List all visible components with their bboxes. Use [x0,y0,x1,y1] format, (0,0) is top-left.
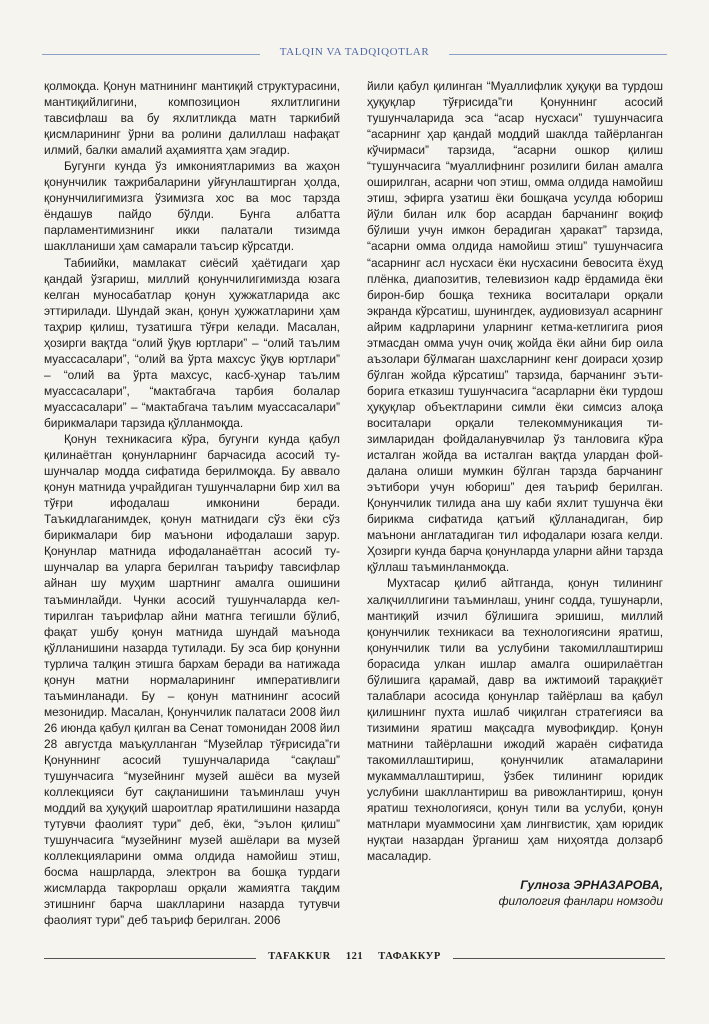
author-affiliation: филология фанлари номзоди [498,894,663,909]
paragraph: йили қабул қилинган “Муаллифлик ҳуқуқи ва турдош ҳуқуқлар тўғрисида”ги Қонуннинг асосий тушунчаларида эса “асар нусхаси” тушунчасига “асарнинг ҳар қандай моддий шаклда тайёрланган кўчирмаси” тарзида, “асарни ошкор қилиш “тушунчасига “муаллифнинг розилиги билан амалга оширилган, асарни чоп этиш, омма олдида намойиш этиш, эфирга узатиш ёки бошқача усулда юбориш йўли билан илк бор асардан барчанинг воқиф бўлиши учун имкон берадиган ҳаракат” тарзида, “асарни омма олдида намойиш этиш” тушунчасига “асарнинг асл нусхаси ёки нусхасини бевосита ёхуд плёнка, диапозитив, телевизион кадр ёрдамида ёки бирон-бир бошқа техника воситалари орқали экранда кўрсатиш, шунингдек, аудиовизуал асарнинг айрим кадрларини уларнинг кетма-кетлигига риоя этмасдан омма учун очиқ жойда ёки айни бир оила аъзолари бўлмаган шахсларнинг кенг доираси ҳозир бўлган жойда кўрсатиш” тарзида, барчанинг эътиборига етказиш тушунчасига “асарларни ёки турдош ҳуқуқлар объектларини симли ёки симсиз алоқа воситалари орқали телекоммуникация тизимларидан фойдаланувчилар ўз танловига кўра исталган жойда ва исталган вақтда улардан фойдалана олиши мумкин бўлган тарзда барчанинг эътибори учун юбориш” дея таъриф берилган. Қонунчилик тилида ана шу каби яхлит тушунча ёки бирикма сифатида қатъий қўлланадиган, бир маънони англатадиган тил ифодалари юзага келди. Ҳозирги кунда барча қонунларда уларни айни тарзда қўллаш таъминланмоқда. [367,79,663,575]
paragraph: Қонун техникасига кўра, бугунги кунда қабул қилинаётган қонунларнинг барчасида асосий тушунчалар модда сифатида берилмоқда. Бу аввало қонун матнида учрайдиган тушунчаларни бир хил ва тўғри ифодалаш имконини беради. Таъкидлаганимдек, қонун матнидаги сўз ёки сўз бирикмалари бир маънони ифодалаши зарур. Қонунлар матнида ифодаланаётган асосий тушунчалар ва уларга берилган таърифу тавсифлар айнан шу муҳим шартнинг амалга ошишини таъминлайди. Чунки асосий тушунчаларда келтирилган таърифлар айни матнга тегишли бўлиб, фақат ушбу қонун матнида шундай маънода қўлланишини назарда тутилади. Бу эса бир қонунни турлича талқин этишга бархам беради ва натижада қонун матни нормаларининг императивлиги таъминланади. Бу – қонун матнининг асосий мезонидир. Масалан, Қонунчилик палатаси 2008 йил 26 июнда қабул қилган ва Сенат томонидан 2008 йил 28 августда маъқулланган “Музейлар тўғрисида”ги Қонуннинг асосий тушунчаларида “сақлаш” тушунчасига “музейнинг музей ашёси ва музей коллекцияси бут сақланишини таъминлаш учун моддий ва ҳуқуқий шароитлар яратилишини назарда тутувчи фаолият тури” деб, ёки, “эълон қилиш” тушунчасига “музейнинг музей ашёлари ва музей коллекцияларини омма олдида намойиш этиш, босма нашрларда, электрон ва бошқа турдаги жисмларда такрорлаш орқали жамиятга тақдим этишнинг барча шаклларини назарда тутувчи фаолият тури” деб таъриф берилган. 2006 [44,432,340,928]
header-rule-right [449,54,667,55]
section-title: TALQIN VA TADQIQOTLAR [279,46,430,58]
paragraph: Бугунги кунда ўз имкониятларимиз ва жаҳон қонунчилик тажрибаларини уйғунлаштирган ҳолда, қонунчилигимизга ўзимизга хос ва мос тарзда ёндашув пайдо бўлди. Бунга албатта парламентимизнинг икки палатали тизимда шаклланиши ҳам самарали таъсир кўрсатди. [44,159,340,254]
paragraph: қолмоқда. Қонун матнининг мантиқий структурасини, мантиқийлигини, композицион яхлитлигини тавсифлаш ва бу яхлитликда матн таркибий қисмларининг ўрни ва ролини далиллаш нафақат илмий, балки амалий аҳамиятга ҳам эгадир. [44,79,340,158]
footer-rule-right [453,958,665,959]
running-footer [44,950,665,968]
journal-name-latin: TAFAKKUR [268,951,331,962]
paragraph: Мухтасар қилиб айтганда, қонун тилининг халқчиллигини таъминлаш, унинг содда, тушунарли, мантиқий изчил бўлишига эришиш, миллий қонунчилик техникаси ва технологиясини яратиш, қонунчилик тили ва услубини такомиллаштириш борасида улкан ишлар амалга оширилаётган бўлишига қарамай, давр ва ижтимоий тараққиёт талаблари асосида қонунлар тайёрлаш ва қабул қилишнинг пухта ишлаб чиқилган стратегияси ва тизимини яратиш мақсадга мувофиқдир. Қонун матнини тайёрлашни ижодий жараён сифатида такомиллаштириш, қонунчилик атамаларини мукаммаллаштириш, ўзбек тилининг юридик услубини шакллантириш ва ривожлантириш, қонун яратиш технологияси, қонун тили ва услуби, қонун матнлари муаммосини ҳам лингвистик, ҳам юридик нуқтаи назардан ўрганиш ҳам ниҳоятда долзарб масаладир. [367,576,663,864]
footer-label [44,951,665,962]
left-column [44,78,340,928]
page-number: 121 [345,951,364,962]
paragraph: Табиийки, мамлакат сиёсий ҳаётидаги ҳар қандай ўзгариш, миллий қонунчилигимизда юзага келган муносабатлар қонун ҳужжатларида акс эттирилади. Шундай экан, қонун ҳужжатларини ҳам таҳрир қилиш, тузатишга тўғри келади. Масалан, ҳозирги вақтда “олий ўқув юртлари” – “олий таълим муассасалари”, “олий ва ўрта махсус ўқув юртлари” – “олий ва ўрта махсус, касб-ҳунар таълим муассасалари”, “мактабгача тарбия болалар муассасалари” – “мактабгача таълим муассасалари” бирикмалари тарзида қўлланмоқда. [44,255,340,430]
right-column [367,78,663,909]
journal-name-cyrillic: ТАФАККУР [378,951,441,962]
author-name: Гулноза ЭРНАЗАРОВА, [520,878,663,893]
running-header [42,44,667,66]
article-body [44,78,666,943]
